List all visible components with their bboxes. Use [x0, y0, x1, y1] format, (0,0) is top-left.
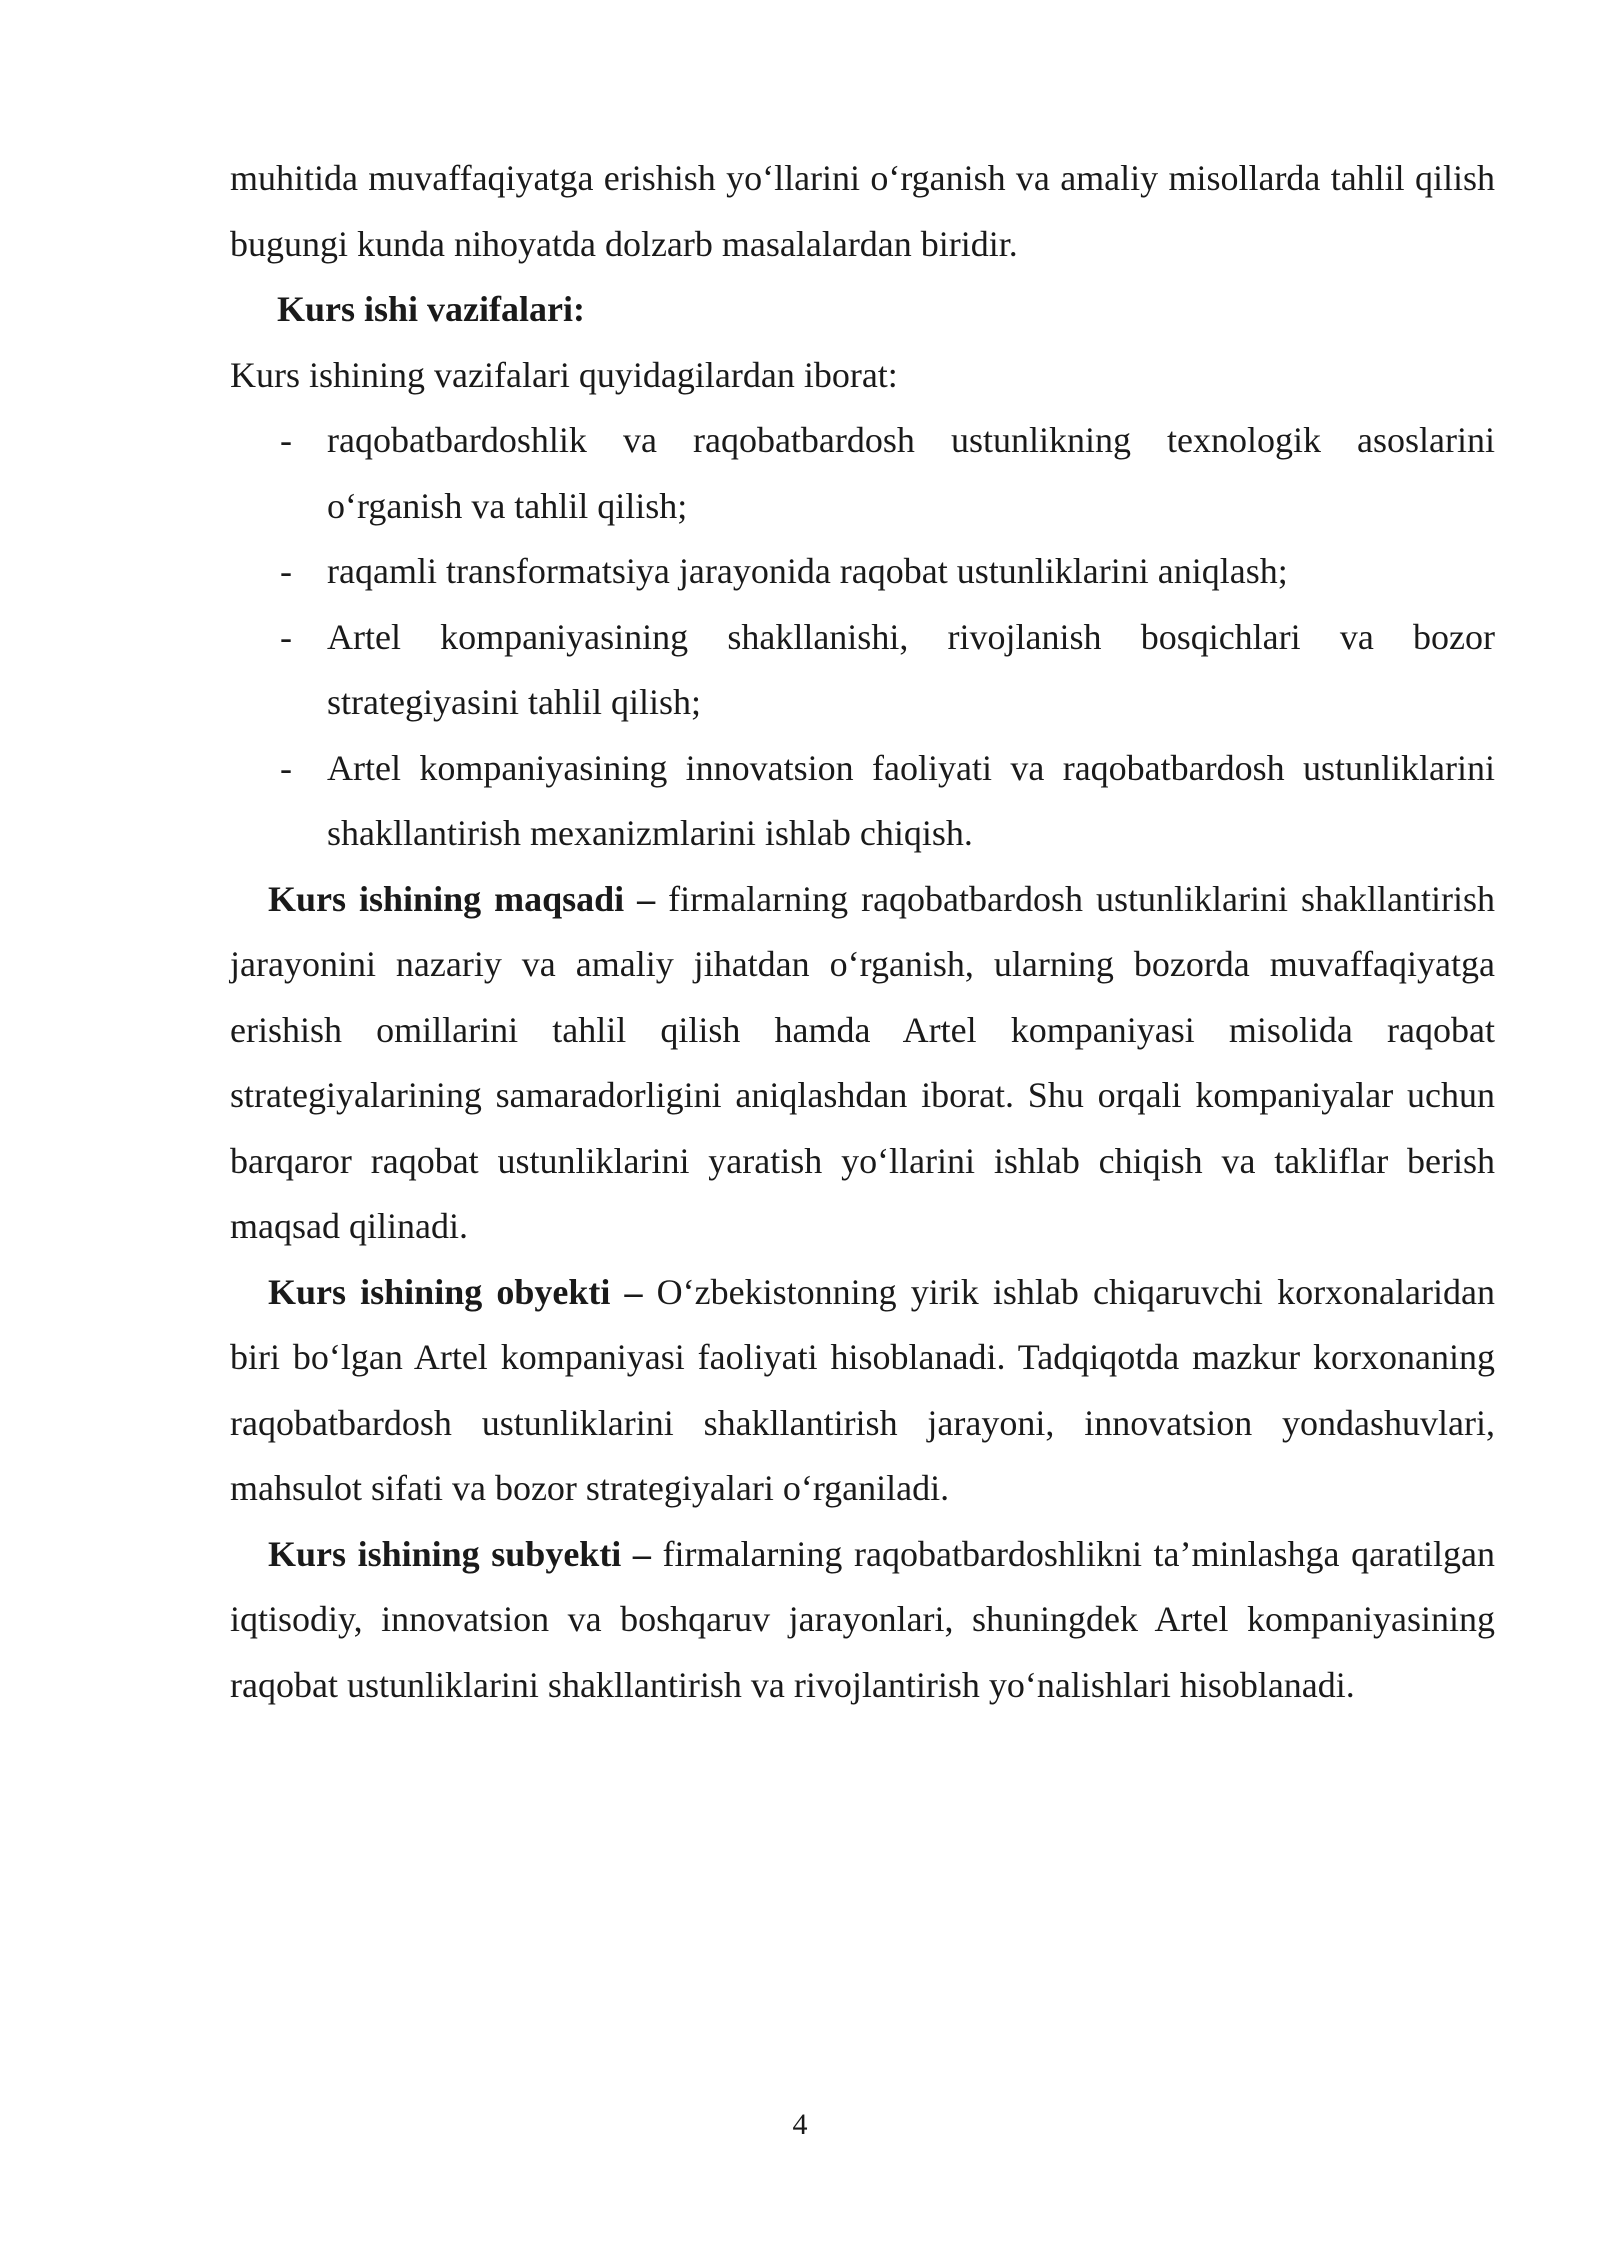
list-marker: -	[280, 616, 292, 657]
page-number: 4	[792, 2108, 808, 2141]
goal-label: Kurs ishining maqsadi –	[268, 878, 656, 919]
list-marker: -	[280, 551, 292, 591]
task-text: raqamli transformatsiya jarayonida raqobat ustunliklarini aniqlash;	[327, 551, 1288, 591]
list-item	[230, 605, 1495, 736]
list-marker: -	[280, 420, 292, 460]
list-item	[230, 408, 1495, 539]
list-marker: -	[280, 747, 292, 788]
list-item	[230, 736, 1495, 867]
tasks-heading: Kurs ishi vazifalari:	[277, 289, 585, 329]
object-text: O‘zbekistonning yirik ishlab chiqaruvchi korxonalaridan biri bo‘lgan Artel kompaniyasi faoliyati hisoblanadi. Tadqiqotda mazkur korxonaning raqobatbardosh ustunliklarini shakllantirish jarayoni, innovatsion yondashuvlari, mahsulot sifati va bozor strategiyalari o‘rganiladi.	[230, 1271, 1495, 1508]
goal-text: firmalarning raqobatbardosh ustunliklarini shakllantirish jarayonini nazariy va amaliy jihatdan o‘rganish, ularning bozorda muvaffaqiyatga erishish omillarini tahlil qilish hamda Artel kompaniyasi misolida raqobat strategiyalarining samaradorligini aniqlashdan iborat. Shu orqali kompaniyalar uchun barqaror raqobat ustunliklarini yaratish yo‘llarini ishlab chiqish va takliflar berish maqsad qilinadi.	[230, 878, 1495, 1246]
object-paragraph	[230, 1260, 1495, 1522]
subject-label: Kurs ishining subyekti –	[268, 1533, 651, 1574]
task-text: raqobatbardoshlik va raqobatbardosh ustunlikning texnologik asoslarini o‘rganish va tahlil qilish;	[327, 420, 1495, 526]
list-item	[230, 539, 1495, 605]
subject-text: firmalarning raqobatbardoshlikni ta’minlashga qaratilgan iqtisodiy, innovatsion va boshqaruv jarayonlari, shuningdek Artel kompaniyasining raqobat ustunliklarini shakllantirish va rivojlantirish yo‘nalishlari hisoblanadi.	[230, 1533, 1495, 1705]
goal-paragraph	[230, 867, 1495, 1260]
tasks-list	[230, 408, 1495, 867]
tasks-intro: Kurs ishining vazifalari quyidagilardan iborat:	[230, 354, 898, 395]
subject-paragraph	[230, 1522, 1495, 1719]
task-text: Artel kompaniyasining shakllanishi, rivojlanish bosqichlari va bozor strategiyasini tahlil qilish;	[327, 616, 1495, 722]
task-text: Artel kompaniyasining innovatsion faoliyati va raqobatbardosh ustunliklarini shakllantirish mexanizmlarini ishlab chiqish.	[327, 747, 1495, 853]
object-label: Kurs ishining obyekti –	[268, 1271, 643, 1312]
page-body	[230, 146, 1495, 1718]
intro-paragraph: muhitida muvaffaqiyatga erishish yo‘llarini o‘rganish va amaliy misollarda tahlil qilish bugungi kunda nihoyatda dolzarb masalalardan biridir.	[230, 158, 1495, 264]
